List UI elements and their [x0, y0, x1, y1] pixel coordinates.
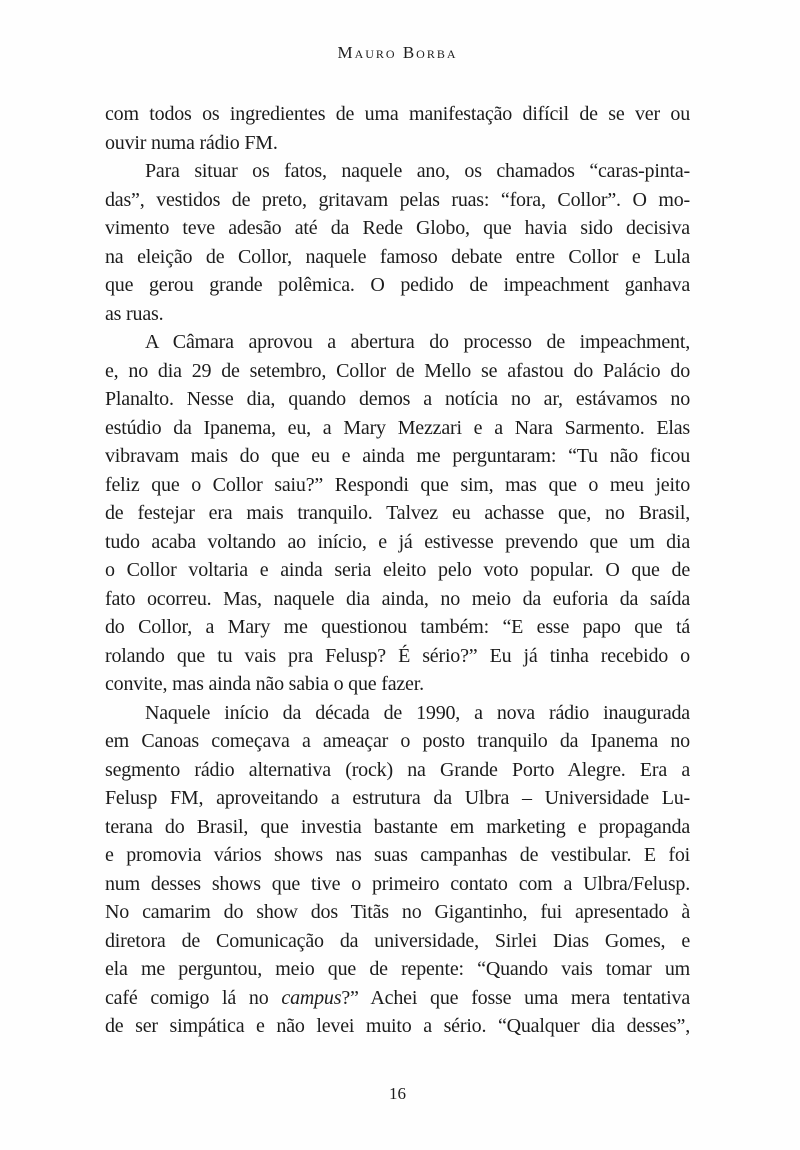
text-line: de ser simpática e não levei muito a sério. “Qualquer dia desses”,	[105, 1015, 690, 1037]
text-line: No camarim do show dos Titãs no Gigantinho, fui apresentado à	[105, 901, 690, 923]
text-line: as ruas.	[105, 302, 164, 325]
text-line: Para situar os fatos, naquele ano, os chamados “caras-pinta-	[145, 160, 690, 182]
text-line: e promovia vários shows nas suas campanhas de vestibular. E foi	[105, 844, 690, 866]
text-line: convite, mas ainda não sabia o que fazer.	[105, 673, 424, 695]
text-line: vibravam mais do que eu e ainda me perguntaram: “Tu não ficou	[105, 445, 690, 467]
text-line: vimento teve adesão até da Rede Globo, que havia sido decisiva	[105, 217, 690, 239]
text-line: tudo acaba voltando ao início, e já estivesse prevendo que um dia	[105, 530, 690, 553]
text-line: em Canoas começava a ameaçar o posto tranquilo da Ipanema no	[105, 730, 690, 752]
text-line: ouvir numa rádio FM.	[105, 131, 278, 154]
text-line: estúdio da Ipanema, eu, a Mary Mezzari e a Nara Sarmento. Elas	[105, 416, 690, 439]
text-line: das”, vestidos de preto, gritavam pelas ruas: “fora, Collor”. O mo-	[105, 188, 690, 211]
text-line: fato ocorreu. Mas, naquele dia ainda, no meio da euforia da saída	[105, 587, 690, 610]
text-line: num desses shows que tive o primeiro contato com a Ulbra/Felusp.	[105, 872, 690, 895]
text-line: Naquele início da década de 1990, a nova rádio inaugurada	[145, 701, 690, 724]
text-line: A Câmara aprovou a abertura do processo de impeachment,	[145, 331, 690, 353]
page-body	[105, 100, 690, 1041]
text-line: de festejar era mais tranquilo. Talvez eu achasse que, no Brasil,	[105, 502, 690, 524]
running-header: Mauro Borba	[337, 43, 458, 62]
text-line: que gerou grande polêmica. O pedido de impeachment ganhava	[105, 274, 690, 296]
text-line: com todos os ingredientes de uma manifestação difícil de se ver ou	[105, 103, 690, 125]
page-number: 16	[389, 1084, 406, 1103]
text-line: terana do Brasil, que investia bastante em marketing e propaganda	[105, 815, 690, 838]
text-line: na eleição de Collor, naquele famoso debate entre Collor e Lula	[105, 245, 690, 268]
text-line: e, no dia 29 de setembro, Collor de Mello se afastou do Palácio do	[105, 359, 690, 382]
text-line: do Collor, a Mary me questionou também: “E esse papo que tá	[105, 616, 690, 638]
text-line: diretora de Comunicação da universidade, Sirlei Dias Gomes, e	[105, 929, 690, 952]
text-line: feliz que o Collor saiu?” Respondi que sim, mas que o meu jeito	[105, 473, 690, 496]
italic-term: campus	[281, 986, 342, 1009]
text-line: rolando que tu vais pra Felusp? É sério?” Eu já tinha recebido o	[105, 644, 690, 667]
text-line: o Collor voltaria e ainda seria eleito pelo voto popular. O que de	[105, 559, 690, 581]
text-line: café comigo lá no campus?” Achei que fosse uma mera tentativa	[105, 986, 690, 1009]
text-line: Planalto. Nesse dia, quando demos a notícia no ar, estávamos no	[105, 388, 690, 410]
text-line: segmento rádio alternativa (rock) na Grande Porto Alegre. Era a	[105, 758, 690, 781]
text-line: Felusp FM, aproveitando a estrutura da Ulbra – Universidade Lu-	[105, 787, 690, 809]
text-line: ela me perguntou, meio que de repente: “Quando vais tomar um	[105, 958, 690, 980]
